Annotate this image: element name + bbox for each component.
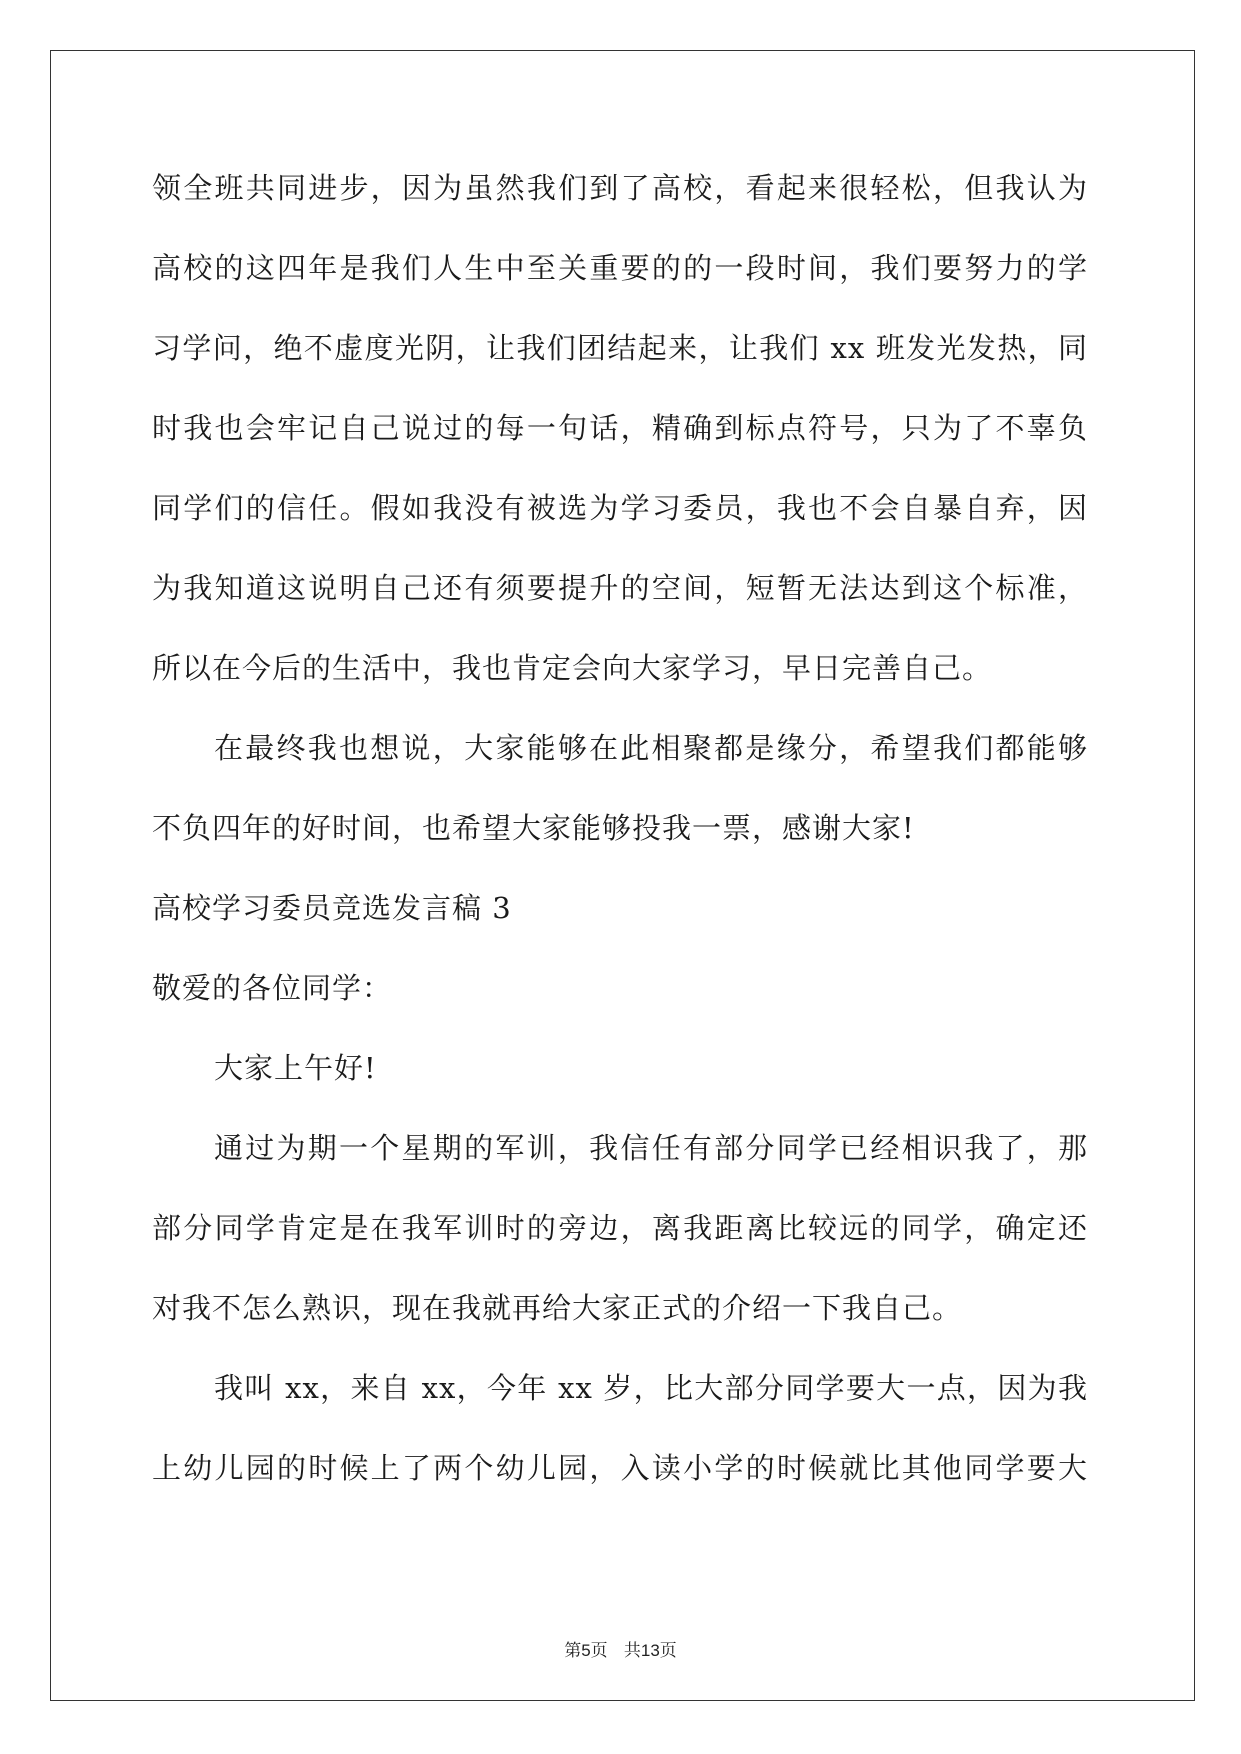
text-line: 在最终我也想说，大家能够在此相聚都是缘分，希望我们都能够 [214, 731, 1088, 765]
greeting: 大家上午好! [214, 1051, 377, 1085]
text-line: 不负四年的好时间，也希望大家能够投我一票，感谢大家! [152, 811, 915, 845]
text-line: 高校的这四年是我们人生中至关重要的的一段时间，我们要努力的学 [152, 251, 1088, 285]
total-suffix: 页 [659, 1641, 677, 1661]
total-pages: 13 [640, 1641, 660, 1660]
text-line: 时我也会牢记自己说过的每一句话，精确到标点符号，只为了不辜负 [152, 411, 1088, 445]
text-line: 部分同学肯定是在我军训时的旁边，离我距离比较远的同学，确定还 [152, 1211, 1088, 1245]
text-line: 我叫 xx，来自 xx，今年 xx 岁，比大部分同学要大一点，因为我 [214, 1371, 1088, 1405]
section-heading: 高校学习委员竞选发言稿 3 [152, 891, 512, 925]
page-suffix: 页 [590, 1641, 608, 1661]
page-number: 5 [581, 1641, 591, 1660]
total-prefix: 共 [623, 1641, 641, 1661]
salutation: 敬爱的各位同学： [152, 971, 393, 1005]
text-line: 对我不怎么熟识，现在我就再给大家正式的介绍一下我自己。 [152, 1291, 963, 1325]
page-prefix: 第 [564, 1641, 582, 1661]
text-line: 习学问，绝不虚度光阴，让我们团结起来，让我们 xx 班发光发热，同 [152, 331, 1088, 365]
text-line: 同学们的信任。假如我没有被选为学习委员，我也不会自暴自弃，因 [152, 491, 1088, 525]
page-footer [0, 1636, 1241, 1661]
document-body [152, 160, 1088, 1520]
text-line: 上幼儿园的时候上了两个幼儿园，入读小学的时候就比其他同学要大 [152, 1451, 1088, 1485]
text-line: 所以在今后的生活中，我也肯定会向大家学习，早日完善自己。 [152, 651, 993, 685]
text-line: 通过为期一个星期的军训，我信任有部分同学已经相识我了，那 [214, 1131, 1088, 1165]
text-line: 为我知道这说明自己还有须要提升的空间，短暂无法达到这个标准， [152, 571, 1088, 605]
text-line: 领全班共同进步，因为虽然我们到了高校，看起来很轻松，但我认为 [152, 171, 1088, 205]
